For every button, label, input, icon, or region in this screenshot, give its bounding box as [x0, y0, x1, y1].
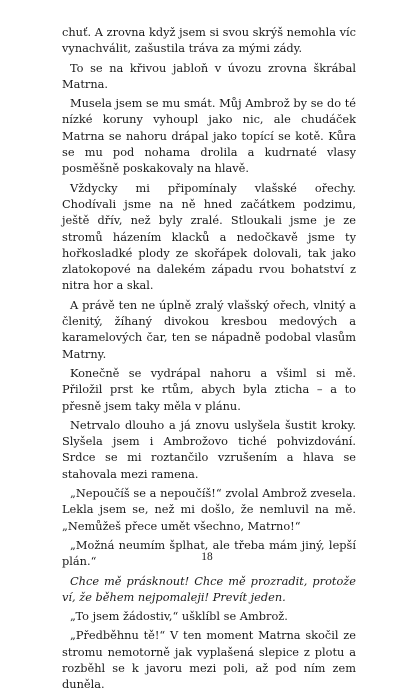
paragraph-7: Netrvalo dlouho a já znovu uslyšela šustit kroky. Slyšela jsem i Ambrožovo tiché pohvizdování. Srdce se mi roztančilo vzrušením a hlava se stahovala mezi ramena. [62, 417, 356, 481]
paragraph-3: Musela jsem se mu smát. Můj Ambrož by se do té nízké koruny vyhoupl jako nic, ale chudáček Matrna se nahoru drápal jako topící se kotě. Kůra se mu pod nohama drolila a kudrnaté vlasy posměšně poskakovaly na hlavě. [62, 96, 356, 176]
paragraph-5: A právě ten ne úplně zralý vlašský ořech, vlnitý a členitý, žíhaný divokou kresbou medových a karamelových čar, ten se nápadně podobal vlasům Matrny. [62, 297, 356, 361]
paragraph-10-italic-thought: Chce mě prásknout! Chce mě prozradit, protože ví, že během nejpomaleji! Prevít jeden. [62, 573, 356, 604]
paragraph-11: „To jsem žádostiv,“ ušklíbl se Ambrož. [70, 609, 288, 624]
paragraph-4: Vždycky mi připomínaly vlašské ořechy. Chodívali jsme na ně hned začátkem podzimu, ještě dřív, než byly zralé. Stloukali jsme je ze stromů házením klacků a nedočkavě jsme ty hořkosladké plody ze skořápek dolovali, tak jako zlatokopové na dalekém západu rvou bohatství z nitra hor a skal. [62, 180, 356, 293]
page-number: 18 [201, 551, 213, 563]
paragraph-2: To se na křivou jabloň v úvozu zrovna škrábal Matrna. [62, 60, 356, 91]
paragraph-1: chuť. A zrovna když jsem si svou skrýš nemohla víc vynachválit, zašustila tráva za mými zády. [62, 25, 356, 56]
book-page [62, 24, 356, 696]
paragraph-9: „Možná neumím šplhat, ale třeba mám jiný, lepší plán.“ [62, 537, 356, 569]
paragraph-6: Konečně se vydrápal nahoru a všiml si mě. Přiložil prst ke rtům, abych byla zticha – a to přesně jsem taky měla v plánu. [62, 365, 356, 413]
paragraph-8: „Nepoučíš se a nepoučíš!“ zvolal Ambrož zvesela. Lekla jsem se, než mi došlo, že nemluvil na mě. „Nemůžeš přece umět všechno, Matrno!“ [62, 486, 356, 533]
paragraph-12: „Předběhnu tě!“ V ten moment Matrna skočil ze stromu nemotorně jak vyplašená slepice z plotu a rozběhl se k javoru mezi poli, až pod ním zem duněla. [62, 628, 356, 692]
